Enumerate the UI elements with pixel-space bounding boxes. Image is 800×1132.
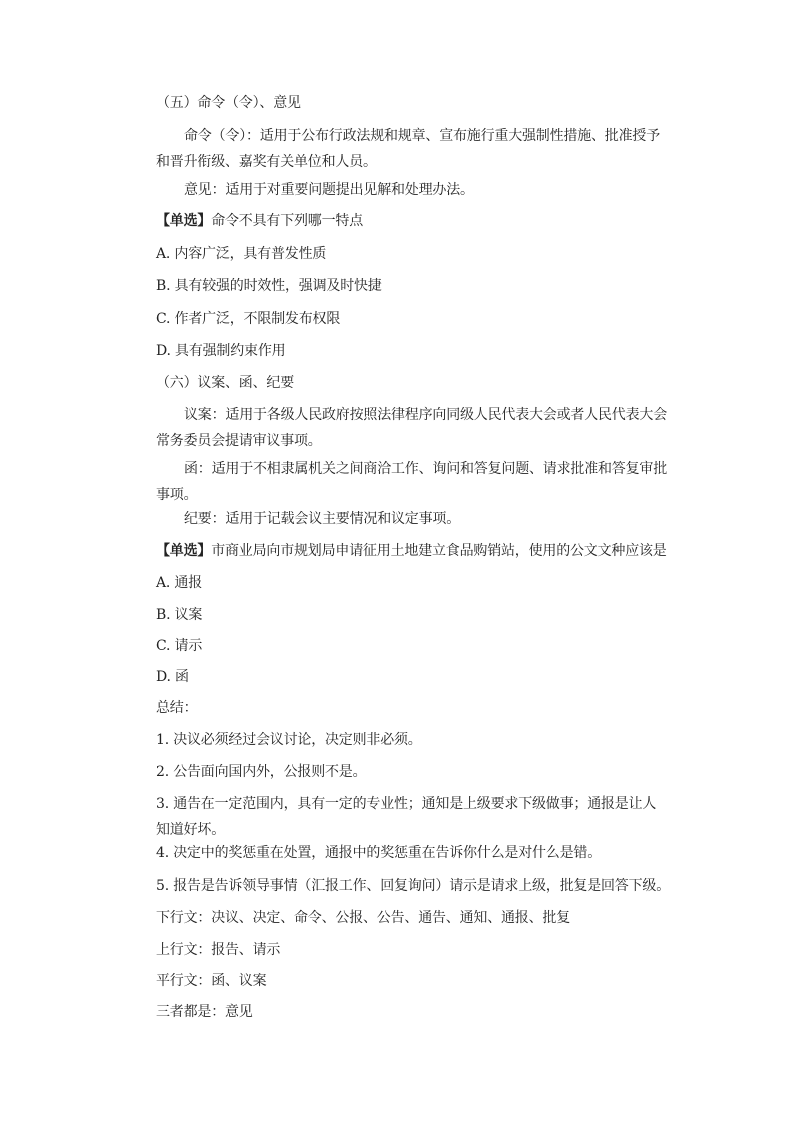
question-text: 命令不具有下列哪一特点 xyxy=(211,213,364,229)
letter-definition: 函：适用于不相隶属机关之间商洽工作、询问和答复问题、请求批准和答复审批事项。 xyxy=(156,461,667,503)
upward-documents: 上行文：报告、请示 xyxy=(156,942,281,958)
parallel-documents: 平行文：函、议案 xyxy=(156,973,267,989)
question2-option-a: A. 通报 xyxy=(156,575,203,591)
section6-heading: （六）议案、函、纪要 xyxy=(156,375,294,391)
question-tag: 【单选】 xyxy=(156,213,212,229)
question1-option-b: B. 具有较强的时效性，强调及时快捷 xyxy=(156,278,382,294)
question2-option-b: B. 议案 xyxy=(156,607,203,623)
order-definition: 命令（令）：适用于公布行政法规和规章、宣布施行重大强制性措施、批准授予和晋升衔级、嘉奖有关单位和人员。 xyxy=(156,128,660,170)
all-three-documents: 三者都是：意见 xyxy=(156,1004,253,1020)
summary-point-3: 3. 通告在一定范围内，具有一定的专业性；通知是上级要求下级做事；通报是让人知道好坏。 xyxy=(156,796,657,838)
question2-option-c: C. 请示 xyxy=(156,638,203,654)
question-text: 市商业局向市规划局申请征用土地建立食品购销站，使用的公文文种应该是 xyxy=(211,543,667,559)
question1-option-a: A. 内容广泛，具有普发性质 xyxy=(156,246,327,262)
summary-point-4: 4. 决定中的奖惩重在处置，通报中的奖惩重在告诉你什么是对什么是错。 xyxy=(156,845,602,861)
question2-stem xyxy=(156,538,668,564)
downward-documents: 下行文：决议、决定、命令、公报、公告、通告、通知、通报、批复 xyxy=(156,910,570,926)
question1-stem xyxy=(156,208,668,234)
summary-point-1: 1. 决议必须经过会议讨论，决定则非必须。 xyxy=(156,732,422,748)
section5-heading: （五）命令（令）、意见 xyxy=(156,95,301,111)
question1-option-c: C. 作者广泛，不限制发布权限 xyxy=(156,311,341,327)
summary-point-2: 2. 公告面向国内外，公报则不是。 xyxy=(156,764,367,780)
motion-definition: 议案：适用于各级人民政府按照法律程序向同级人民代表大会或者人民代表大会常务委员会提请审议事项。 xyxy=(156,407,667,449)
question2-option-d: D. 函 xyxy=(156,669,189,685)
minutes-definition: 纪要：适用于记载会议主要情况和议定事项。 xyxy=(184,511,460,527)
summary-heading: 总结： xyxy=(156,700,198,716)
opinion-definition: 意见：适用于对重要问题提出见解和处理办法。 xyxy=(184,182,474,198)
summary-point-5: 5. 报告是告诉领导事情（汇报工作、回复询问）请示是请求上级，批复是回答下级。 xyxy=(156,878,671,894)
question1-option-d: D. 具有强制约束作用 xyxy=(156,343,286,359)
question-tag: 【单选】 xyxy=(156,543,212,559)
